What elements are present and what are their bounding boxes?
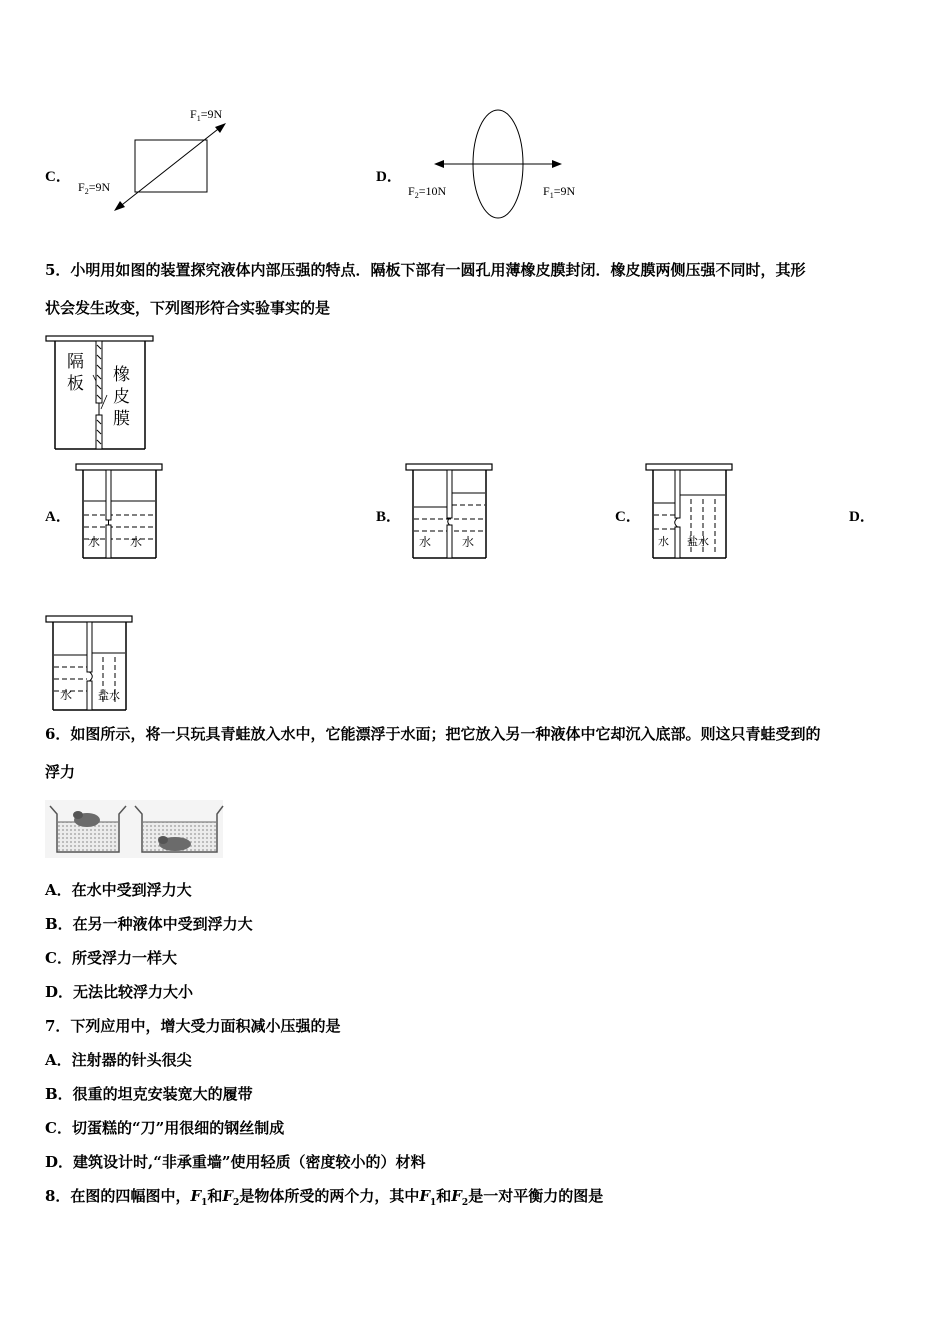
q5-option-d-diagram[interactable] bbox=[45, 615, 137, 713]
label-membrane: 橡 bbox=[113, 365, 130, 384]
q5-option-c-diagram[interactable] bbox=[645, 463, 735, 561]
label-partition-2: 板 bbox=[67, 374, 84, 393]
q6-choice-c[interactable]: C．所受浮力一样大 bbox=[45, 949, 177, 967]
q5-option-b-letter: B． bbox=[376, 509, 402, 525]
q8-f2-sub: 2 bbox=[233, 1198, 240, 1208]
label-right-liquid: 盐水 bbox=[687, 536, 709, 548]
label-membrane-3: 膜 bbox=[113, 409, 130, 428]
q6-stem-line1: 6．如图所示，将一只玩具青蛙放入水中，它能漂浮于水面；把它放入另一种液体中它却沉入底部。则这只青蛙受到的 bbox=[45, 725, 821, 743]
q5-option-b-diagram[interactable] bbox=[405, 463, 495, 561]
option-c-letter: C． bbox=[45, 169, 71, 185]
q5-option-c-letter: C． bbox=[615, 509, 641, 525]
label-left-liquid: 水 bbox=[658, 536, 669, 548]
q5-option-a-diagram[interactable] bbox=[75, 463, 165, 561]
label-left-liquid: 水 bbox=[419, 535, 432, 549]
q8-f1: F bbox=[190, 1187, 202, 1205]
q7-choice-a[interactable]: A．注射器的针头很尖 bbox=[45, 1051, 192, 1069]
label-right-liquid: 水 bbox=[462, 535, 475, 549]
q8-stem bbox=[45, 1186, 603, 1213]
q8-f1-sub: 1 bbox=[201, 1198, 208, 1208]
q8-prefix: 8．在图的四幅图中， bbox=[45, 1187, 191, 1205]
label-right-liquid: 盐水 bbox=[98, 690, 120, 702]
q6-choice-a[interactable]: A．在水中受到浮力大 bbox=[45, 881, 192, 899]
force-diagram-d bbox=[400, 105, 600, 225]
q8-f1b: F bbox=[419, 1187, 430, 1205]
q6-choice-b[interactable]: B．在另一种液体中受到浮力大 bbox=[45, 915, 253, 933]
q5-stem-line1: 5．小明用如图的装置探究液体内部压强的特点．隔板下部有一圆孔用薄橡皮膜封闭．橡皮膜两侧压强不同时，其形 bbox=[45, 261, 806, 279]
q7-choice-c[interactable]: C．切蛋糕的“刀”用很细的钢丝制成 bbox=[45, 1119, 285, 1137]
q8-f2b-sub: 2 bbox=[461, 1198, 469, 1208]
label-right-liquid: 水 bbox=[130, 535, 143, 549]
q8-f2b: F bbox=[451, 1187, 462, 1205]
q7-choice-d[interactable]: D．建筑设计时,“非承重墙”使用轻质（密度较小的）材料 bbox=[45, 1153, 426, 1171]
f2-label: $F_2=10N$ bbox=[408, 184, 447, 200]
q8-suffix: 是一对平衡力的图是 bbox=[468, 1187, 604, 1205]
label-left-liquid: 水 bbox=[88, 535, 101, 549]
q8-f2: F bbox=[222, 1187, 234, 1205]
q5-apparatus-diagram bbox=[45, 335, 160, 453]
q7-choice-b[interactable]: B．很重的坦克安装宽大的履带 bbox=[45, 1085, 253, 1103]
label-partition: 隔 bbox=[67, 352, 84, 371]
f1-label: $F_1=9N$ bbox=[543, 184, 576, 200]
option-d-letter: D． bbox=[376, 169, 402, 185]
q6-choice-d[interactable]: D．无法比较浮力大小 bbox=[45, 983, 194, 1001]
q6-frog-photo bbox=[45, 800, 225, 860]
label-left-liquid: 水 bbox=[60, 688, 73, 702]
q5-option-d-letter: D． bbox=[849, 509, 875, 525]
q6-stem-line2: 浮力 bbox=[45, 763, 76, 781]
q8-mid: 是物体所受的两个力，其中 bbox=[239, 1187, 420, 1205]
f1-label: $F_1=9N$ bbox=[190, 107, 223, 123]
force-diagram-c bbox=[70, 100, 250, 220]
q8-f1b-sub: 1 bbox=[429, 1198, 437, 1208]
q5-option-a-letter: A． bbox=[45, 509, 71, 525]
q8-and1: 和 bbox=[207, 1187, 223, 1205]
q7-stem: 7．下列应用中，增大受力面积减小压强的是 bbox=[45, 1017, 341, 1035]
f2-label: $F_2=9N$ bbox=[78, 180, 111, 196]
q8-and2: 和 bbox=[436, 1187, 452, 1205]
label-membrane-2: 皮 bbox=[113, 387, 130, 406]
q5-stem-line2: 状会发生改变，下列图形符合实验事实的是 bbox=[45, 299, 331, 317]
